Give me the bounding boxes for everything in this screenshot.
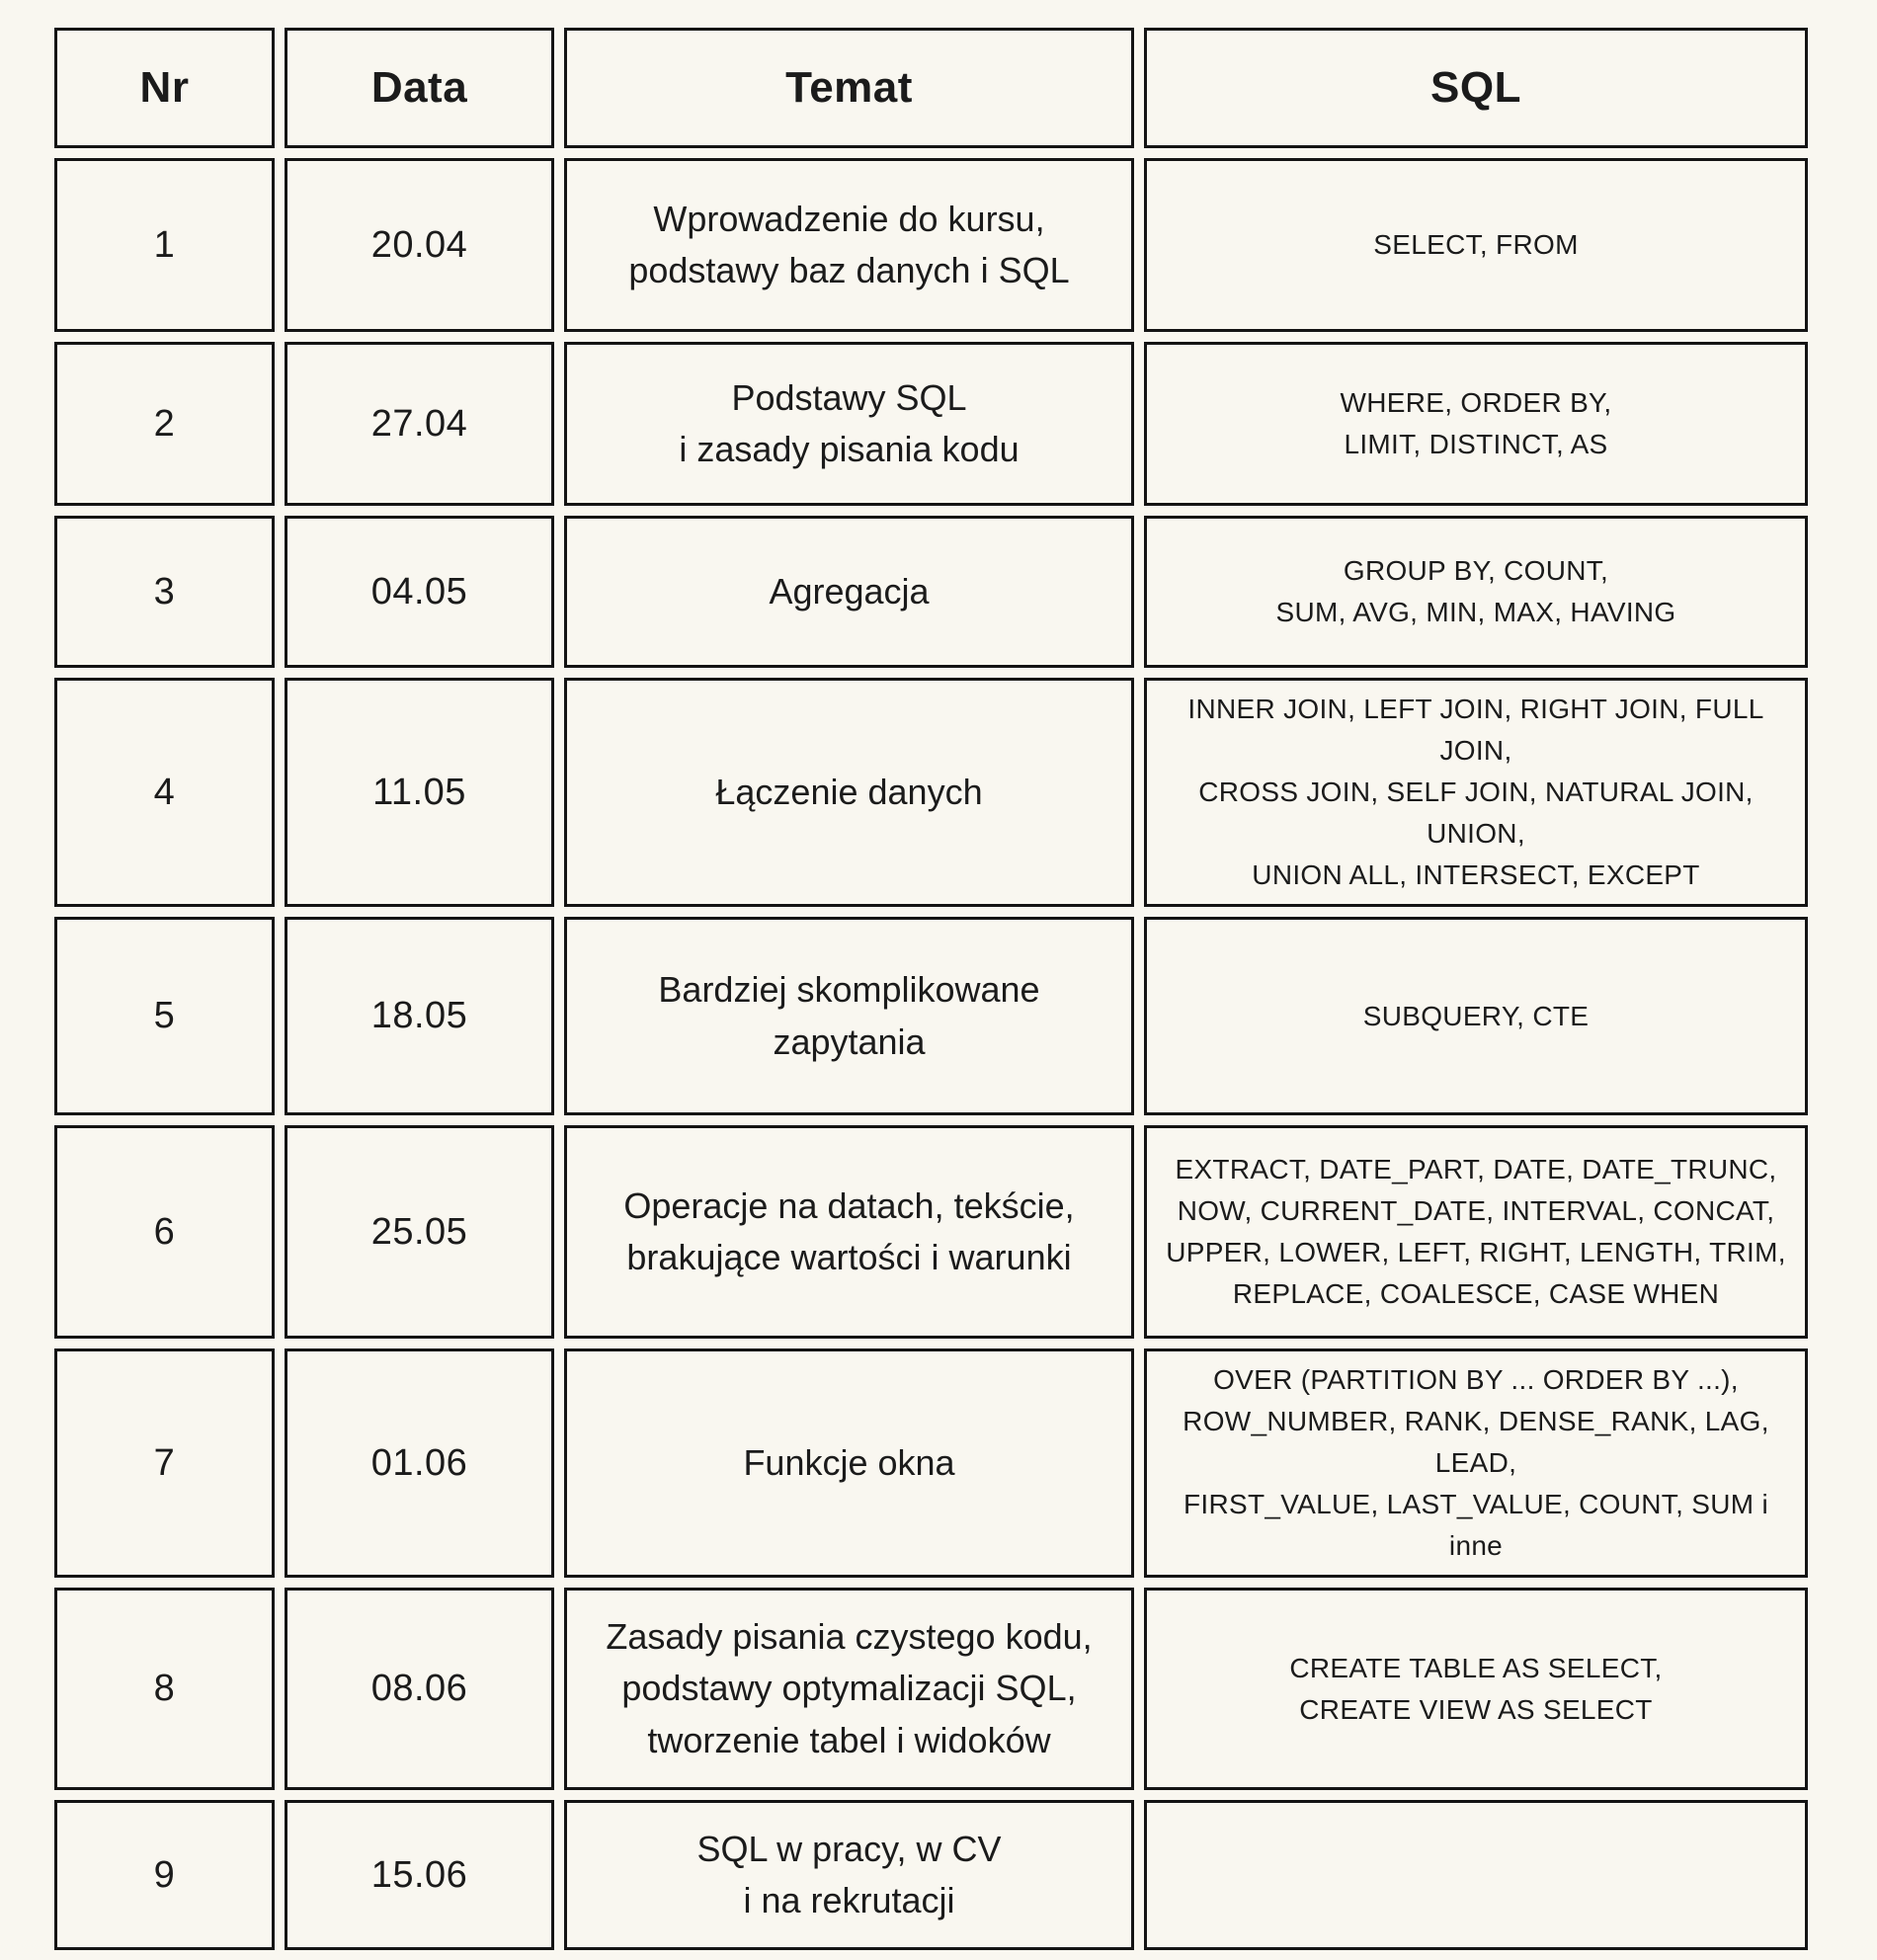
- date-cell: 15.06: [285, 1800, 554, 1950]
- date-cell: 25.05: [285, 1125, 554, 1339]
- topic-line: Funkcje okna: [743, 1441, 955, 1483]
- sql-line: UPPER, LOWER, LEFT, RIGHT, LENGTH, TRIM,: [1166, 1237, 1786, 1267]
- nr-cell: 4: [54, 678, 275, 907]
- topic-line: Podstawy SQL: [731, 376, 967, 418]
- nr-cell: 7: [54, 1348, 275, 1578]
- topic-line: i zasady pisania kodu: [679, 429, 1020, 469]
- sql-cell: [1144, 1800, 1808, 1950]
- topic-line: tworzenie tabel i widoków: [647, 1719, 1051, 1760]
- sql-line: CROSS JOIN, SELF JOIN, NATURAL JOIN, UNION,: [1198, 776, 1754, 849]
- sql-cell: [1144, 158, 1808, 332]
- table-header-row: [54, 28, 1808, 148]
- sql-line: FIRST_VALUE, LAST_VALUE, COUNT, SUM i inne: [1183, 1489, 1768, 1561]
- topic-line: Łączenie danych: [715, 771, 983, 812]
- topic-cell: [564, 158, 1134, 332]
- topic-cell: [564, 1348, 1134, 1578]
- table-row: [54, 1800, 1808, 1950]
- nr-cell: 9: [54, 1800, 275, 1950]
- sql-line: LIMIT, DISTINCT, AS: [1344, 429, 1608, 459]
- topic-cell: [564, 917, 1134, 1115]
- sql-cell: [1144, 1125, 1808, 1339]
- nr-cell: 2: [54, 342, 275, 506]
- column-header-data: Data: [285, 28, 554, 148]
- topic-cell: [564, 342, 1134, 506]
- topic-line: SQL w pracy, w CV: [696, 1828, 1002, 1869]
- course-schedule-table: [44, 18, 1818, 1960]
- date-cell: 20.04: [285, 158, 554, 332]
- sql-line: UNION ALL, INTERSECT, EXCEPT: [1252, 859, 1700, 890]
- table-row: [54, 1125, 1808, 1339]
- sql-line: SUBQUERY, CTE: [1362, 1000, 1590, 1031]
- date-cell: 04.05: [285, 516, 554, 668]
- sql-line: GROUP BY, COUNT,: [1343, 555, 1609, 586]
- sql-line: EXTRACT, DATE_PART, DATE, DATE_TRUNC,: [1175, 1154, 1777, 1184]
- topic-line: Agregacja: [769, 570, 930, 612]
- table-row: [54, 678, 1808, 907]
- topic-cell: [564, 1800, 1134, 1950]
- topic-line: Zasady pisania czystego kodu,: [606, 1616, 1093, 1658]
- date-cell: 01.06: [285, 1348, 554, 1578]
- sql-line: CREATE VIEW AS SELECT: [1299, 1693, 1653, 1725]
- topic-line: i na rekrutacji: [743, 1880, 955, 1920]
- table-row: [54, 342, 1808, 506]
- sql-line: REPLACE, COALESCE, CASE WHEN: [1232, 1278, 1720, 1309]
- date-cell: 11.05: [285, 678, 554, 907]
- sql-line: NOW, CURRENT_DATE, INTERVAL, CONCAT,: [1177, 1195, 1775, 1226]
- sql-line: SELECT, FROM: [1373, 229, 1579, 260]
- sql-line: SUM, AVG, MIN, MAX, HAVING: [1275, 597, 1676, 627]
- topic-cell: [564, 1125, 1134, 1339]
- column-header-temat: Temat: [564, 28, 1134, 148]
- table-row: [54, 917, 1808, 1115]
- table-row: [54, 1348, 1808, 1578]
- topic-line: Operacje na datach, tekście,: [623, 1184, 1075, 1226]
- sql-cell: [1144, 1588, 1808, 1790]
- date-cell: 18.05: [285, 917, 554, 1115]
- topic-cell: [564, 516, 1134, 668]
- topic-line: Bardziej skomplikowane: [658, 969, 1040, 1011]
- table-row: [54, 516, 1808, 668]
- topic-line: podstawy optymalizacji SQL,: [621, 1668, 1077, 1709]
- topic-line: podstawy baz danych i SQL: [628, 250, 1070, 290]
- table-body: [54, 158, 1808, 1950]
- column-header-sql: SQL: [1144, 28, 1808, 148]
- topic-line: zapytania: [773, 1021, 926, 1062]
- date-cell: 08.06: [285, 1588, 554, 1790]
- topic-line: brakujące wartości i warunki: [626, 1237, 1072, 1277]
- table-row: [54, 1588, 1808, 1790]
- nr-cell: 6: [54, 1125, 275, 1339]
- sql-line: WHERE, ORDER BY,: [1340, 387, 1612, 418]
- date-cell: 27.04: [285, 342, 554, 506]
- table-row: [54, 158, 1808, 332]
- topic-line: Wprowadzenie do kursu,: [653, 198, 1045, 239]
- sql-line: OVER (PARTITION BY ... ORDER BY ...),: [1213, 1364, 1739, 1395]
- nr-cell: 1: [54, 158, 275, 332]
- sql-cell: [1144, 917, 1808, 1115]
- sql-cell: [1144, 1348, 1808, 1578]
- column-header-nr: Nr: [54, 28, 275, 148]
- sql-cell: [1144, 342, 1808, 506]
- nr-cell: 3: [54, 516, 275, 668]
- sql-line: ROW_NUMBER, RANK, DENSE_RANK, LAG, LEAD,: [1183, 1406, 1769, 1478]
- sql-cell: [1144, 516, 1808, 668]
- nr-cell: 8: [54, 1588, 275, 1790]
- nr-cell: 5: [54, 917, 275, 1115]
- sql-cell: [1144, 678, 1808, 907]
- topic-cell: [564, 1588, 1134, 1790]
- topic-cell: [564, 678, 1134, 907]
- sql-line: CREATE TABLE AS SELECT,: [1289, 1652, 1663, 1683]
- sql-line: INNER JOIN, LEFT JOIN, RIGHT JOIN, FULL JOIN,: [1187, 694, 1764, 766]
